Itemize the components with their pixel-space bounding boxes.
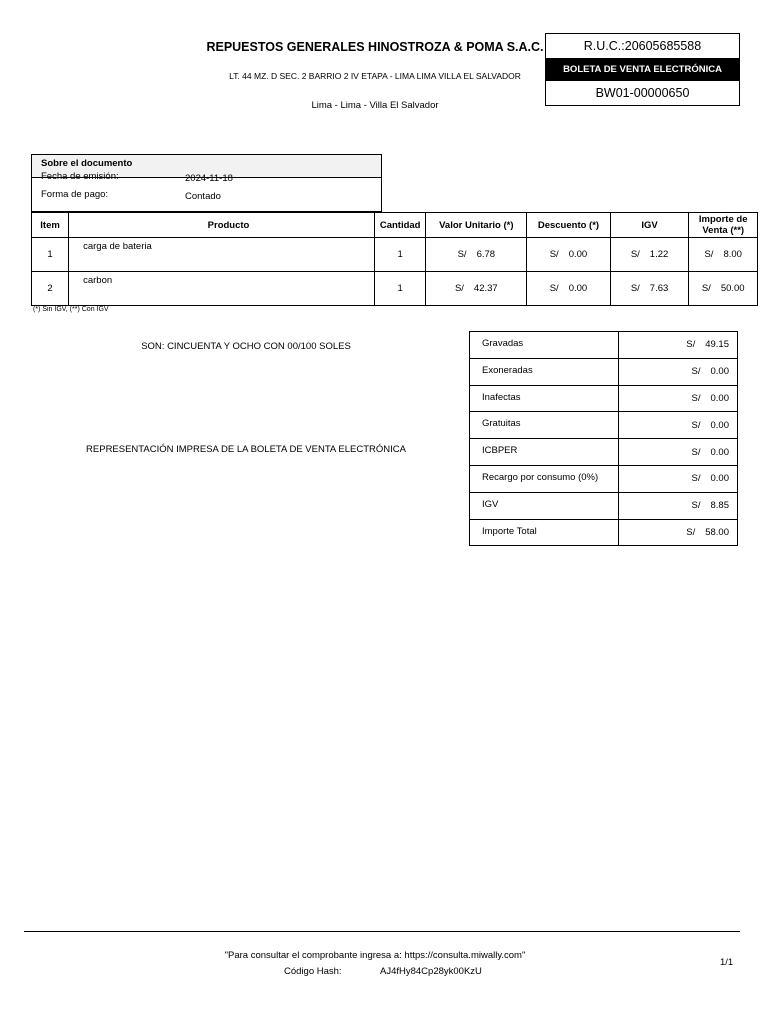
table-row <box>32 272 758 306</box>
currency-symbol: S/ <box>630 249 640 260</box>
payment-method-label: Forma de pago: <box>41 189 109 200</box>
row-item: 2 <box>32 272 69 306</box>
row-discount: 0.00 <box>568 249 588 260</box>
document-info-header: Sobre el documento <box>32 155 381 178</box>
row-product: carbon <box>69 272 375 306</box>
totals-row <box>470 465 738 492</box>
totals-value: 8.85 <box>710 500 729 512</box>
totals-label: Exoneradas <box>470 358 619 385</box>
totals-label: Recargo por consumo (0%) <box>470 465 619 492</box>
page-number: 1/1 <box>720 957 734 968</box>
totals-value: 49.15 <box>705 339 729 351</box>
items-table <box>31 212 758 306</box>
totals-row <box>470 439 738 466</box>
totals-value: 0.00 <box>710 366 729 378</box>
totals-value: 0.00 <box>710 419 729 431</box>
totals-row <box>470 358 738 385</box>
document-type: BOLETA DE VENTA ELECTRÓNICA <box>546 58 739 81</box>
col-product: Producto <box>69 213 375 238</box>
totals-row <box>470 385 738 412</box>
totals-row <box>470 412 738 439</box>
document-id-box <box>545 33 740 106</box>
totals-label: IGV <box>470 492 619 519</box>
totals-label: Gratuitas <box>470 412 619 439</box>
items-table-header <box>32 213 758 238</box>
hash-value: AJ4fHy84Cp28yk00KzU <box>380 966 482 977</box>
totals-table <box>469 331 738 546</box>
totals-row <box>470 492 738 519</box>
table-row <box>32 238 758 272</box>
company-location: Lima - Lima - Villa El Salvador <box>311 100 439 111</box>
currency-symbol: S/ <box>691 366 701 378</box>
totals-label: ICBPER <box>470 439 619 466</box>
col-quantity: Cantidad <box>374 213 425 238</box>
col-total: Importe de Venta (**) <box>689 213 758 238</box>
row-unit-value: 6.78 <box>476 249 496 260</box>
currency-symbol: S/ <box>691 446 701 458</box>
document-number: BW01-00000650 <box>595 86 690 100</box>
row-igv: 1.22 <box>649 249 669 260</box>
issue-date-value: 2024-11-18 <box>185 173 233 184</box>
row-product: carga de bateria <box>69 238 375 272</box>
totals-label: Inafectas <box>470 385 619 412</box>
document-info-box <box>31 154 382 212</box>
amount-in-words: SON: CINCUENTA Y OCHO CON 00/100 SOLES <box>141 341 351 352</box>
row-quantity: 1 <box>374 272 425 306</box>
footer-divider <box>24 931 740 932</box>
col-unit-value: Valor Unitario (*) <box>426 213 527 238</box>
row-item: 1 <box>32 238 69 272</box>
currency-symbol: S/ <box>549 283 559 294</box>
currency-symbol: S/ <box>691 392 701 404</box>
ruc-number: R.U.C.:20605685588 <box>583 39 702 53</box>
totals-label: Importe Total <box>470 519 619 546</box>
currency-symbol: S/ <box>686 339 696 351</box>
totals-value: 0.00 <box>710 392 729 404</box>
printed-representation-note: REPRESENTACIÓN IMPRESA DE LA BOLETA DE VENTA ELECTRÓNICA <box>86 444 406 455</box>
currency-symbol: S/ <box>686 526 696 538</box>
col-igv: IGV <box>610 213 689 238</box>
row-discount: 0.00 <box>568 283 588 294</box>
col-discount: Descuento (*) <box>527 213 610 238</box>
issue-date-label: Fecha de emisión: <box>41 171 119 182</box>
totals-value: 58.00 <box>705 526 729 538</box>
currency-symbol: S/ <box>691 500 701 512</box>
row-total: 8.00 <box>723 249 742 260</box>
hash-label: Código Hash: <box>284 966 342 977</box>
currency-symbol: S/ <box>704 249 714 260</box>
company-name: REPUESTOS GENERALES HINOSTROZA & POMA S.A.C. <box>206 40 544 54</box>
row-total: 50.00 <box>720 283 745 294</box>
row-igv: 7.63 <box>649 283 669 294</box>
currency-symbol: S/ <box>691 419 701 431</box>
totals-row <box>470 332 738 359</box>
currency-symbol: S/ <box>549 249 559 260</box>
tax-footnote: (*) Sin IGV, (**) Con IGV <box>33 306 109 313</box>
totals-label: Gravadas <box>470 332 619 359</box>
payment-method-value: Contado <box>185 191 221 202</box>
currency-symbol: S/ <box>691 473 701 485</box>
row-unit-value: 42.37 <box>473 283 498 294</box>
company-address: LT. 44 MZ. D SEC. 2 BARRIO 2 IV ETAPA - LIMA LIMA VILLA EL SALVADOR <box>229 71 521 81</box>
currency-symbol: S/ <box>701 283 711 294</box>
currency-symbol: S/ <box>457 249 467 260</box>
row-quantity: 1 <box>374 238 425 272</box>
totals-row <box>470 519 738 546</box>
col-item: Item <box>32 213 69 238</box>
currency-symbol: S/ <box>630 283 640 294</box>
totals-value: 0.00 <box>710 446 729 458</box>
totals-value: 0.00 <box>710 473 729 485</box>
consult-note: "Para consultar el comprobante ingresa a: https://consulta.miwally.com" <box>224 950 526 961</box>
currency-symbol: S/ <box>454 283 464 294</box>
